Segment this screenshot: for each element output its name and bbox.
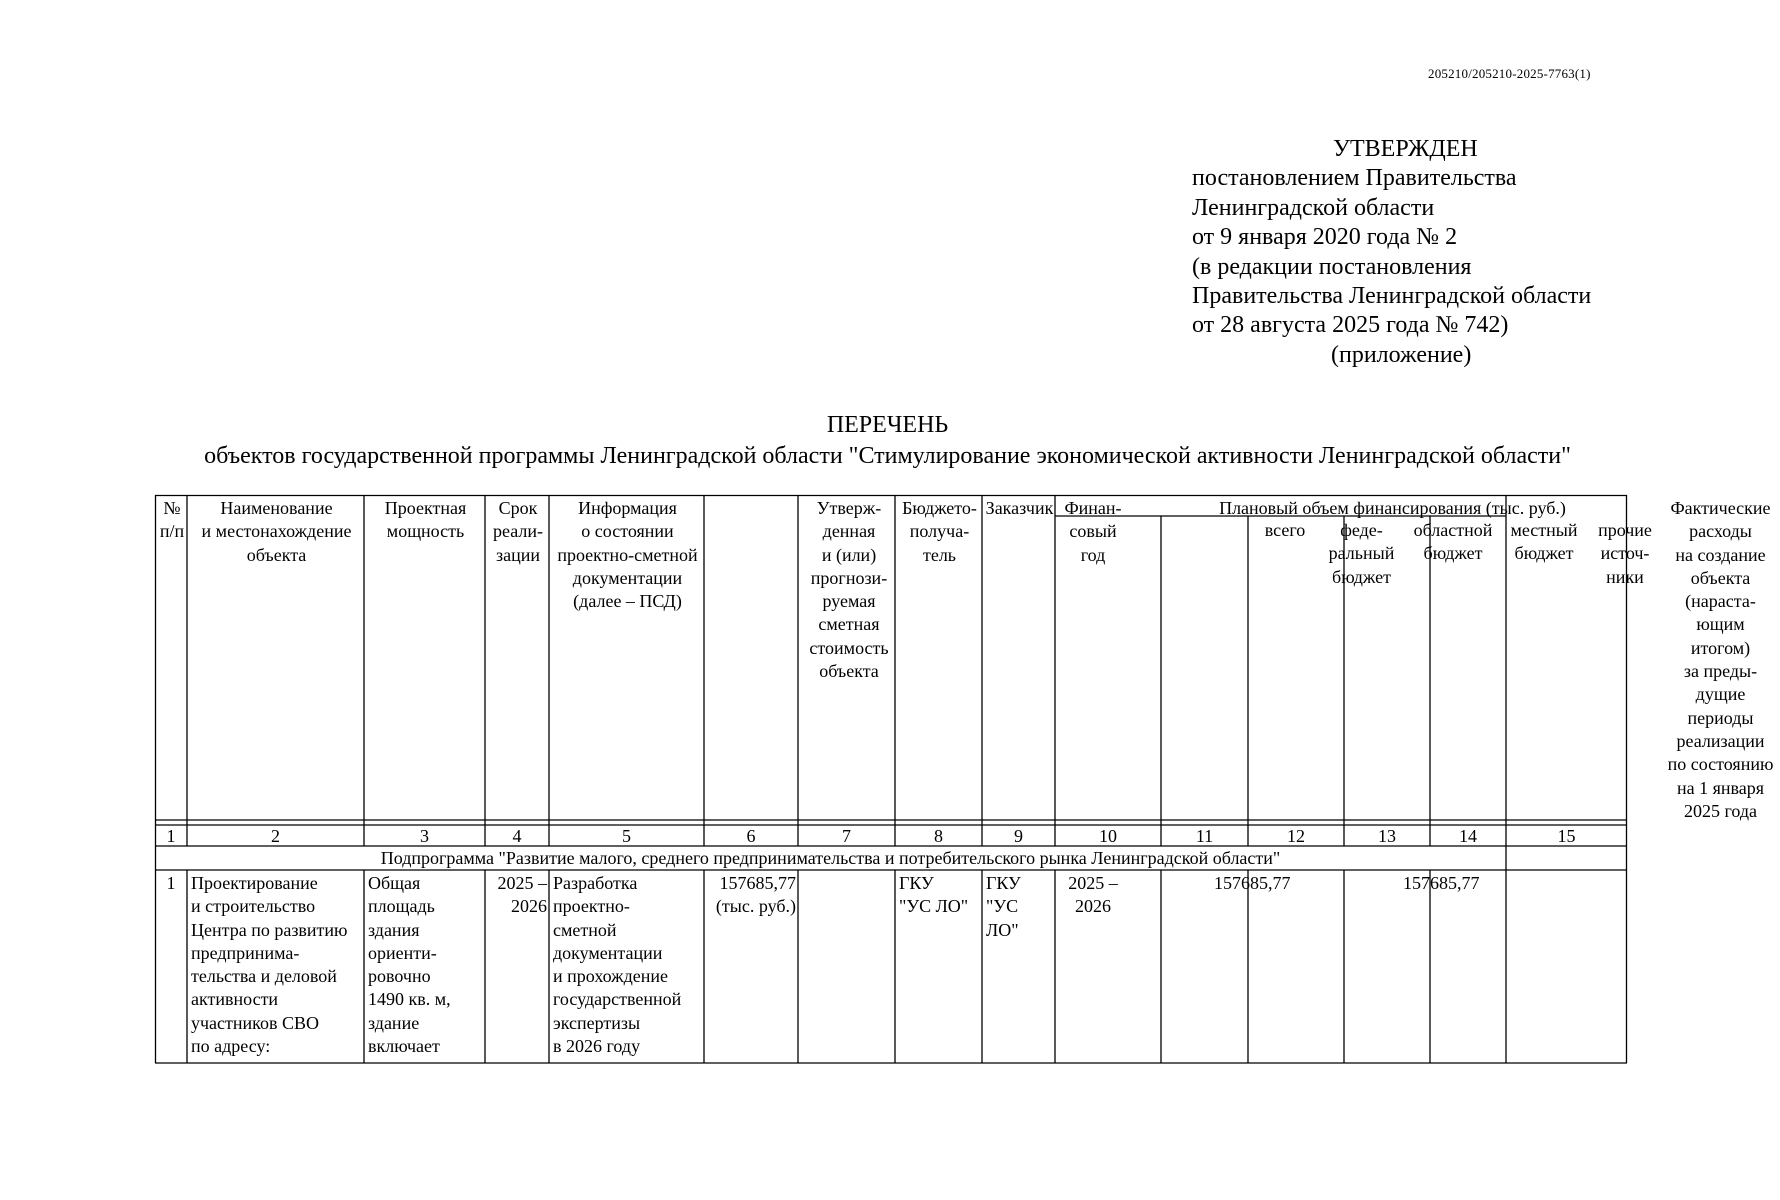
row1-cost: 157685,77 (тыс. руб.) bbox=[715, 873, 796, 917]
header-year: Финан- совый год bbox=[1064, 498, 1122, 565]
row1-term: 2025 – 2026 bbox=[497, 873, 547, 917]
column-number: 12 bbox=[1287, 826, 1305, 846]
row1-total: 157685,77 bbox=[1214, 873, 1291, 893]
row1-capacity: Общая площадь здания ориенти- ровочно 1490 кв. м, здание включает bbox=[368, 873, 451, 1057]
header-name: Наименование и местонахождение объекта bbox=[201, 498, 352, 565]
header-plan: Плановый объем финансирования (тыс. руб.) bbox=[1219, 498, 1566, 518]
column-number: 15 bbox=[1557, 826, 1576, 846]
document-number: 205210/205210-2025-7763(1) bbox=[1428, 66, 1591, 81]
row1-regional: 157685,77 bbox=[1403, 873, 1480, 893]
row1-psd: Разработка проектно- сметной документации и прохождение государственной экспертизы в 2026 году bbox=[553, 873, 682, 1057]
approval-line: Ленинградской области bbox=[1192, 194, 1435, 221]
column-number: 11 bbox=[1195, 826, 1214, 846]
header-other: прочие источ- ники bbox=[1598, 520, 1652, 587]
approval-line: от 28 августа 2025 года № 742) bbox=[1192, 312, 1509, 339]
column-number: 10 bbox=[1099, 826, 1117, 846]
document-title: ПЕРЕЧЕНЬ bbox=[826, 412, 949, 438]
header-federal: феде- ральный бюджет bbox=[1328, 520, 1395, 587]
row1-year: 2025 – 2026 bbox=[1068, 873, 1118, 917]
column-number: 7 bbox=[842, 826, 851, 846]
header-regional: областной бюджет bbox=[1413, 520, 1493, 564]
column-number: 13 bbox=[1378, 826, 1396, 846]
row1-customer: ГКУ "УС ЛО" bbox=[986, 873, 1021, 940]
header-cost: Утверж- денная и (или) прогнози- руемая сметная стоимость объекта bbox=[809, 498, 889, 682]
approval-line: Правительства Ленинградской области bbox=[1192, 283, 1592, 310]
column-number: 2 bbox=[271, 826, 280, 846]
header-term: Срок реали- зации bbox=[493, 498, 543, 565]
approval-line: (в редакции постановления bbox=[1192, 253, 1472, 280]
approval-line: от 9 января 2020 года № 2 bbox=[1192, 224, 1458, 251]
column-number: 9 bbox=[1014, 826, 1023, 846]
row1-recipient: ГКУ "УС ЛО" bbox=[899, 873, 969, 917]
header-total: всего bbox=[1264, 520, 1306, 540]
column-number: 8 bbox=[934, 826, 943, 846]
column-number: 14 bbox=[1459, 826, 1477, 846]
column-number: 3 bbox=[420, 826, 429, 846]
approval-stamp bbox=[1192, 135, 1632, 370]
header-recipient: Бюджето- получа- тель bbox=[902, 498, 977, 565]
approval-line: постановлением Правительства bbox=[1192, 165, 1517, 192]
column-number: 4 bbox=[512, 826, 522, 846]
column-number: 1 bbox=[166, 826, 176, 846]
header-n: № п/п bbox=[159, 498, 185, 542]
objects-table bbox=[155, 495, 1774, 1064]
approval-head: УТВЕРЖДЕН bbox=[1333, 136, 1478, 162]
approval-note: (приложение) bbox=[1331, 341, 1472, 368]
document-subtitle: объектов государственной программы Ленинградской области "Стимулирование экономической активности Ленинградской области" bbox=[204, 443, 1571, 469]
header-customer: Заказчик bbox=[985, 498, 1054, 518]
column-number: 5 bbox=[622, 826, 631, 846]
header-capacity: Проектная мощность bbox=[384, 498, 467, 542]
header-local: местный бюджет bbox=[1510, 520, 1578, 564]
row1-name: Проектирование и строительство Центра по развитию предпринима- тельства и деловой активности участников СВО по адресу: bbox=[191, 873, 348, 1057]
subprogram-title: Подпрограмма "Развитие малого, среднего предпринимательства и потребительского рынка Ленинградской области" bbox=[380, 848, 1281, 868]
column-number: 6 bbox=[746, 826, 756, 846]
row1-n: 1 bbox=[166, 873, 176, 893]
header-actual: Фактические расходы на создание объекта (нараста- ющим итогом) за преды- дущие периоды реализации по состоянию на 1 января 2025 года bbox=[1667, 498, 1774, 821]
header-psd: Информация о состоянии проектно-сметной документации (далее – ПСД) bbox=[557, 498, 698, 612]
